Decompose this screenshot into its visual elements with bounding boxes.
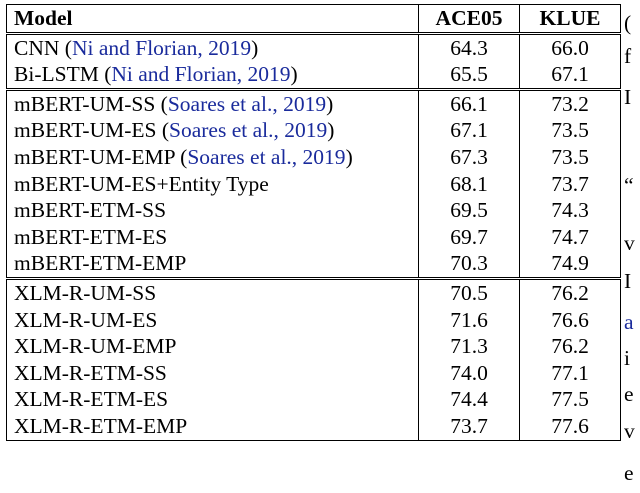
cell-model xyxy=(7,333,419,360)
cell-model xyxy=(7,197,419,224)
model-name: mBERT-UM-ES xyxy=(14,118,157,143)
cell-model: mBERT-UM-EMP (Soares et al., 2019) xyxy=(7,144,419,171)
side-text-fragment: “ xyxy=(624,173,634,197)
citation-link[interactable]: Soares et al., 2019 xyxy=(169,118,328,143)
model-name: mBERT-ETM-SS xyxy=(14,198,167,223)
model-name: XLM-R-ETM-SS xyxy=(14,360,167,385)
cell-klue: 73.5 xyxy=(520,117,621,144)
table-row xyxy=(7,197,621,224)
cell-klue: 76.2 xyxy=(520,333,621,360)
citation-link[interactable]: Soares et al., 2019 xyxy=(187,145,346,170)
cell-klue: 67.1 xyxy=(520,61,621,89)
cell-ace05: 67.1 xyxy=(419,117,520,144)
side-text-fragment: I xyxy=(624,269,632,293)
table-header-row xyxy=(7,5,621,34)
model-name: CNN xyxy=(14,35,60,60)
model-name: XLM-R-ETM-EMP xyxy=(14,414,188,438)
cell-ace05: 71.3 xyxy=(419,333,520,360)
model-name: mBERT-UM-ES+Entity Type xyxy=(14,171,269,196)
model-name: mBERT-UM-EMP xyxy=(14,145,175,170)
cell-model xyxy=(7,250,419,278)
cell-model xyxy=(7,224,419,251)
table-row xyxy=(7,89,621,117)
cell-klue: 73.2 xyxy=(520,89,621,117)
model-name: mBERT-ETM-EMP xyxy=(14,251,187,276)
cell-ace05: 67.3 xyxy=(419,144,520,171)
table-row xyxy=(7,250,621,278)
cell-model: mBERT-UM-SS (Soares et al., 2019) xyxy=(7,89,419,117)
header-klue: KLUE xyxy=(520,5,621,34)
cell-model xyxy=(7,278,419,306)
model-name: XLM-R-UM-ES xyxy=(14,307,158,332)
side-text-fragment: v xyxy=(624,419,635,443)
cell-model: mBERT-UM-ES (Soares et al., 2019) xyxy=(7,117,419,144)
cell-ace05: 73.7 xyxy=(419,413,520,440)
table-row xyxy=(7,386,621,413)
cell-ace05: 70.3 xyxy=(419,250,520,278)
cell-model xyxy=(7,171,419,198)
table-row xyxy=(7,117,621,144)
cell-model: CNN (Ni and Florian, 2019) xyxy=(7,33,419,61)
side-text-fragment: a xyxy=(624,310,634,334)
table-row xyxy=(7,278,621,306)
cell-klue: 77.1 xyxy=(520,360,621,387)
table-row xyxy=(7,144,621,171)
cell-ace05: 66.1 xyxy=(419,89,520,117)
cell-model: Bi-LSTM (Ni and Florian, 2019) xyxy=(7,61,419,89)
cell-klue: 73.5 xyxy=(520,144,621,171)
cell-model xyxy=(7,307,419,334)
cell-ace05: 74.0 xyxy=(419,360,520,387)
side-text-fragment: e xyxy=(624,382,634,406)
citation-link[interactable]: Ni and Florian, 2019 xyxy=(111,62,291,87)
table-row xyxy=(7,333,621,360)
cell-klue: 74.9 xyxy=(520,250,621,278)
table-row xyxy=(7,224,621,251)
citation-link[interactable]: Soares et al., 2019 xyxy=(167,91,327,116)
cell-ace05: 74.4 xyxy=(419,386,520,413)
table-row xyxy=(7,33,621,61)
side-text-fragment: v xyxy=(624,231,635,255)
side-text-fragment: f xyxy=(624,44,632,68)
side-text-fragment: ( xyxy=(624,11,632,35)
model-name: mBERT-UM-SS xyxy=(14,91,156,116)
cell-model xyxy=(7,360,419,387)
model-name: XLM-R-UM-EMP xyxy=(14,334,177,359)
header-model: Model xyxy=(7,5,419,34)
header-ace05: ACE05 xyxy=(419,5,520,34)
table-row xyxy=(7,61,621,89)
results-table xyxy=(6,4,621,441)
table-row xyxy=(7,413,621,440)
table-body xyxy=(7,33,621,440)
cell-ace05: 65.5 xyxy=(419,61,520,89)
side-text-fragment: i xyxy=(624,346,630,370)
cell-klue: 76.2 xyxy=(520,278,621,306)
cell-model xyxy=(7,413,419,440)
citation-link[interactable]: Ni and Florian, 2019 xyxy=(71,35,252,60)
cell-ace05: 69.7 xyxy=(419,224,520,251)
cell-klue: 66.0 xyxy=(520,33,621,61)
cell-klue: 74.3 xyxy=(520,197,621,224)
model-name: mBERT-ETM-ES xyxy=(14,224,168,249)
cell-ace05: 69.5 xyxy=(419,197,520,224)
cell-ace05: 71.6 xyxy=(419,307,520,334)
cell-ace05: 64.3 xyxy=(419,33,520,61)
cell-ace05: 68.1 xyxy=(419,171,520,198)
table-row xyxy=(7,307,621,334)
model-name: XLM-R-UM-SS xyxy=(14,281,157,306)
side-text-fragment: e xyxy=(624,461,634,485)
cell-klue: 77.5 xyxy=(520,386,621,413)
cell-model xyxy=(7,386,419,413)
model-name: Bi-LSTM xyxy=(14,62,99,87)
cell-klue: 74.7 xyxy=(520,224,621,251)
cell-klue: 73.7 xyxy=(520,171,621,198)
table-row xyxy=(7,171,621,198)
model-name: XLM-R-ETM-ES xyxy=(14,387,169,412)
cell-klue: 76.6 xyxy=(520,307,621,334)
cell-klue: 77.6 xyxy=(520,413,621,440)
table-row xyxy=(7,360,621,387)
cell-ace05: 70.5 xyxy=(419,278,520,306)
side-text-fragment: I xyxy=(624,85,632,109)
